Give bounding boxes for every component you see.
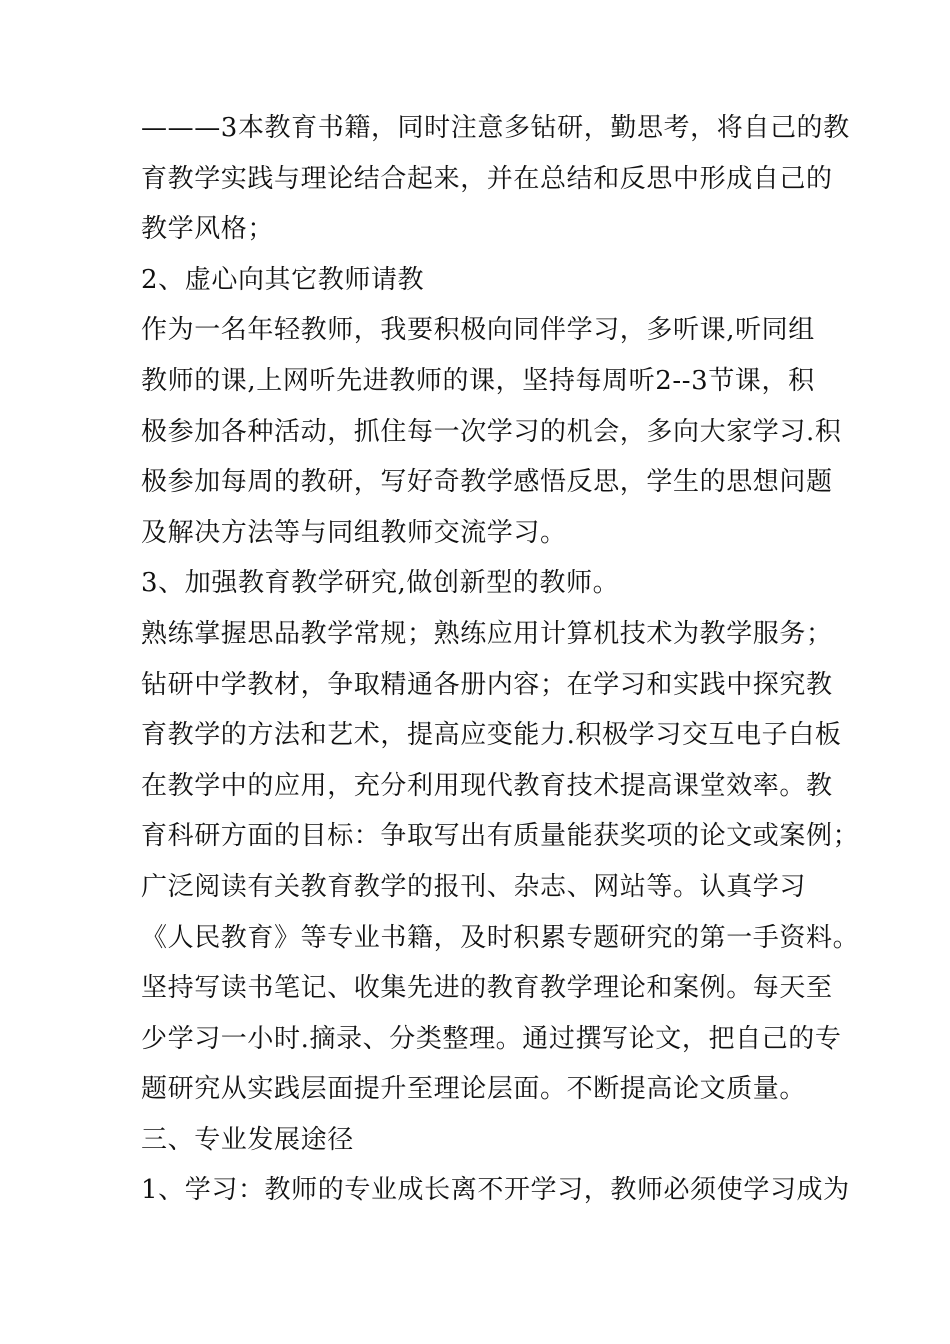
text-line: 《人民教育》等专业书籍，及时积累专题研究的第一手资料。 (141, 922, 860, 953)
text-line: 熟练掌握思品教学常规；熟练应用计算机技术为教学服务； (141, 618, 833, 649)
text-line: 作为一名年轻教师，我要积极向同伴学习，多听课,听同组 (141, 315, 815, 346)
text-line: 题研究从实践层面提升至理论层面。不断提高论文质量。 (141, 1074, 807, 1105)
text-line: 育教学实践与理论结合起来，并在总结和反思中形成自己的 (141, 163, 833, 194)
text-line: 极参加每周的教研，写好奇教学感悟反思，学生的思想问题 (141, 467, 833, 498)
section-heading: 3、加强教育教学研究,做创新型的教师。 (141, 568, 620, 599)
text-line: 坚持写读书笔记、收集先进的教育教学理论和案例。每天至 (141, 973, 833, 1004)
section-heading: 2、虚心向其它教师请教 (141, 264, 425, 295)
section-heading: 三、专业发展途径 (141, 1124, 354, 1155)
text-line: 极参加各种活动，抓住每一次学习的机会，多向大家学习.积 (141, 416, 842, 447)
text-line: ———3本教育书籍，同时注意多钻研，勤思考，将自己的教 (141, 113, 850, 143)
text-line: 及解决方法等与同组教师交流学习。 (141, 517, 567, 548)
text-line: 少学习一小时.摘录、分类整理。通过撰写论文，把自己的专 (141, 1023, 842, 1054)
text-line: 1、学习：教师的专业成长离不开学习，教师必须使学习成为 (141, 1175, 850, 1206)
text-line: 教师的课,上网听先进教师的课，坚持每周听2--3节课，积 (141, 365, 815, 396)
text-line: 广泛阅读有关教育教学的报刊、杂志、网站等。认真学习 (141, 871, 807, 902)
text-line: 育教学的方法和艺术，提高应变能力.积极学习交互电子白板 (141, 720, 842, 751)
text-line: 教学风格； (141, 214, 275, 245)
document-body (141, 103, 860, 1216)
text-line: 钻研中学教材，争取精通各册内容；在学习和实践中探究教 (141, 669, 833, 700)
text-line: 在教学中的应用，充分利用现代教育技术提高课堂效率。教 (141, 770, 833, 801)
text-line: 育科研方面的目标：争取写出有质量能获奖项的论文或案例； (141, 821, 860, 852)
